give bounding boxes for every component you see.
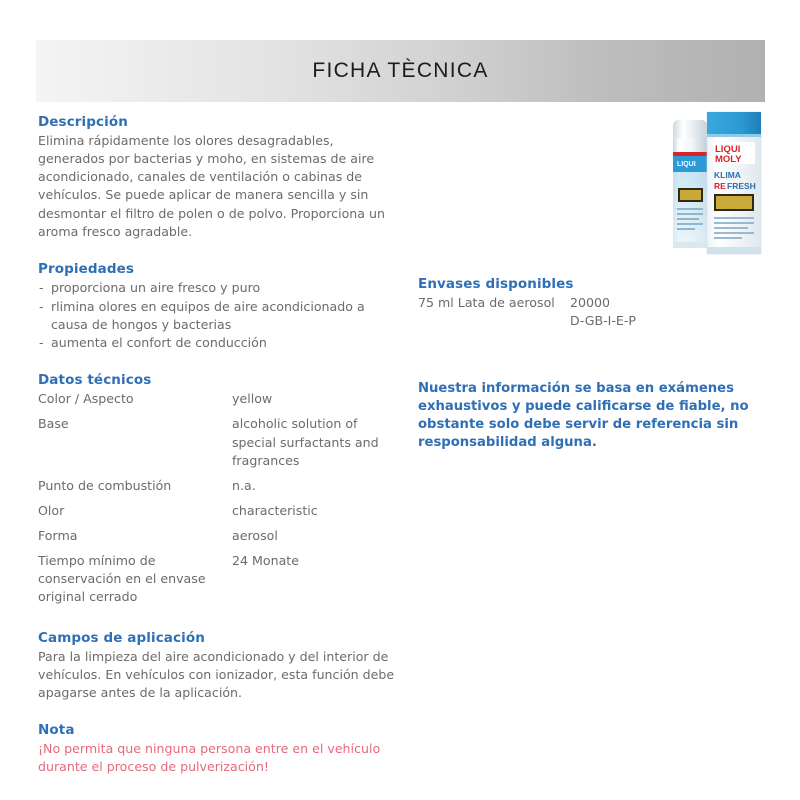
liqui-moly-klima-fresh-product-svg [663,104,767,264]
section-nota [38,722,400,776]
propiedades-list [38,279,400,353]
package-size: 75 ml Lata de aerosol [418,295,555,310]
header-band [36,40,765,102]
datos-tecnicos-table [38,390,400,613]
brand-text-moly: MOLY [715,154,742,165]
datos-tecnicos-body [38,390,400,613]
campos-aplicacion-heading: Campos de aplicación [38,629,205,646]
spec-value: alcoholic solution of special surfactants and fragrances [232,416,379,468]
page-title: FICHA TÈCNICA [312,59,489,82]
brand-text-liqui: LIQUI [715,144,741,155]
product-image [663,104,767,264]
spec-value: n.a. [232,477,256,493]
spec-key: Tiempo mínimo de conservación en el envase original cerrado [38,553,206,605]
right-column [418,276,766,452]
section-descripcion [38,114,400,241]
package-code: 20000 [570,295,611,310]
propiedades-item: - rlimina olores en equipos de aire acondicionado a causa de hongos y bacterias [38,298,400,334]
spec-value: yellow [232,391,273,407]
product-text-refresh: FRESH [727,181,756,191]
spec-value: characteristic [232,502,318,518]
section-campos-aplicacion [38,630,400,702]
left-column [38,114,400,792]
section-propiedades [38,261,400,353]
package-code: D-GB-I-E-P [570,313,637,329]
campos-aplicacion-text: Para la limpieza del aire acondicionado y del interior de vehículos. En vehículos con ionizador, esta función debe apagarse antes de la aplicación. [38,648,395,700]
svg-text:LIQUI: LIQUI [677,161,696,168]
table-row [38,552,400,613]
propiedades-item: - aumenta el confort de conducción [38,334,400,352]
descripcion-heading: Descripción [38,114,128,130]
nota-heading: Nota [38,721,75,738]
product-box [707,112,761,254]
table-row [38,527,400,552]
package-codes [570,294,636,330]
product-text-klima: KLIMA [714,170,741,180]
envases-list [418,294,766,330]
spec-value: aerosol [232,528,278,543]
product-text-refresh-accent: RE [714,181,726,191]
propiedades-heading: Propiedades [38,260,135,277]
spec-key: Base [38,416,69,432]
descripcion-text: Elimina rápidamente los olores desagradables, generados por bacterias y moho, en sistemas de aire acondicionado, canales de ventilación o cabinas de vehículos. Se puede aplicar de manera sencilla y sin desmontar el filtro de polen o de polvo. Proporciona un aroma fresco agradable. [38,133,385,239]
table-row [38,390,400,415]
table-row [38,502,400,527]
disclaimer-text: Nuestra información se basa en exámenes exhaustivos y puede calificarse de fiable, no obstante solo debe servir de referencia sin responsabilidad alguna. [418,381,749,451]
propiedades-item: - proporciona un aire fresco y puro [38,279,400,297]
aerosol-can [673,120,707,248]
nota-text: ¡No permita que ninguna persona entre en el vehículo durante el proceso de pulverización! [38,740,381,774]
spec-value: 24 Monate [232,553,299,569]
package-row [418,294,766,330]
spec-key: Color / Aspecto [38,391,134,407]
spec-key: Olor [38,502,65,518]
spec-key: Forma [38,528,78,543]
right-column-spacer [418,346,766,380]
envases-heading: Envases disponibles [418,276,574,292]
datos-tecnicos-heading: Datos técnicos [38,372,152,389]
table-row [38,477,400,502]
section-datos-tecnicos [38,372,400,613]
table-row [38,415,400,476]
section-envases [418,276,766,330]
spec-key: Punto de combustión [38,477,172,493]
